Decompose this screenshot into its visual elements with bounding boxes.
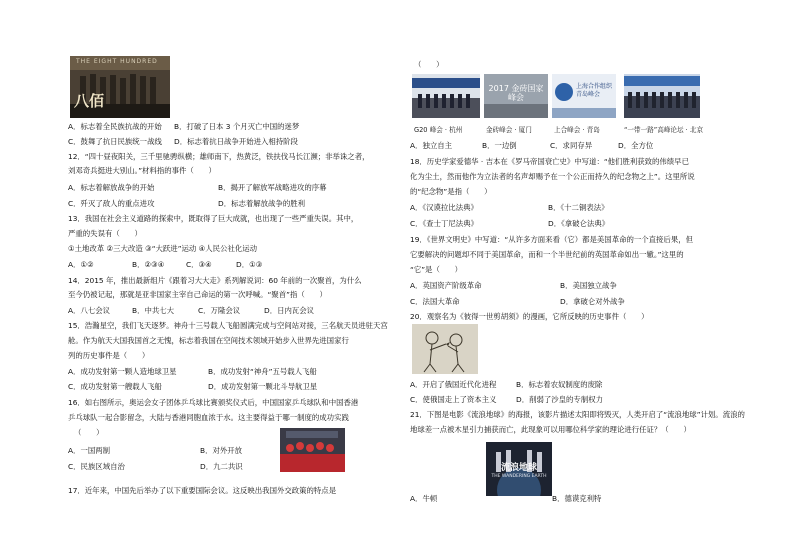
q14-option-c[interactable]: C．万隆会议 xyxy=(198,306,241,315)
q16-stem-line1: 16．如右图所示，奥运会女子团体乒乓球比赛颁奖仪式后，中国国家乒乓球队和中国香港 xyxy=(68,398,359,407)
q15-option-b[interactable]: B．成功发射“神舟”五号载人飞船 xyxy=(208,367,317,376)
q16-option-b[interactable]: B．对外开放 xyxy=(200,446,243,455)
q18-option-a[interactable]: A．《汉谟拉比法典》 xyxy=(410,203,478,212)
q18-option-c[interactable]: C．《查士丁尼法典》 xyxy=(410,219,478,228)
q15-stem-line3: 列的历史事件是（ ） xyxy=(68,351,150,360)
q17-option-c[interactable]: C．求同存异 xyxy=(550,141,593,150)
q17-answer-paren: （ ） xyxy=(414,60,444,69)
g20-summit-photo xyxy=(412,74,480,118)
q13-option-a[interactable]: A．①② xyxy=(68,260,94,269)
q15-option-c[interactable]: C．成功发射第一艘载人飞船 xyxy=(68,382,162,391)
table-tennis-team-photo xyxy=(280,428,345,472)
q20-option-b[interactable]: B．标志着农奴制度的废除 xyxy=(516,380,603,389)
q17-option-d[interactable]: D．全方位 xyxy=(618,141,654,150)
belt-road-forum-photo xyxy=(624,74,700,118)
q14-stem-line2: 至今仍被记起，那就是亚非国家主宰自己命运的第一次呼喊。“聚首”指（ ） xyxy=(68,290,327,299)
q20-option-a[interactable]: A．开启了俄国近代化进程 xyxy=(410,380,497,389)
q16-option-a[interactable]: A．一国两制 xyxy=(68,446,111,455)
q13-option-c[interactable]: C．③④ xyxy=(186,260,212,269)
brics-summit-photo xyxy=(484,74,548,118)
left-column xyxy=(68,0,413,560)
q18-stem-line2: 化为尘土，然而他作为立法者的名声却赐予在一个公正而持久的纪念物之上”。这里所说 xyxy=(410,172,695,181)
q12-option-b[interactable]: B．揭开了解放军战略进攻的序幕 xyxy=(218,183,327,192)
q15-stem-line2: 舱。作为航天大国我国首之无愧，标志着我国在空间技术领域开始步入世界先进国家行 xyxy=(68,336,349,345)
poster-english-title: THE WANDERING EARTH xyxy=(491,474,547,479)
brics-summit-text: 2017 金砖国家峰会 xyxy=(488,84,544,102)
eight-hundred-movie-poster xyxy=(70,56,170,118)
caption-sco: 上合峰会 · 青岛 xyxy=(554,126,600,134)
q18-option-b[interactable]: B．《十二铜表法》 xyxy=(548,203,609,212)
q12-stem-line1: 12．“四十昼夜阳关，三千里驰骋纵横；雄师南下，热黄泛，铁扶伐马长江濒；非举诛之者， xyxy=(68,152,370,161)
q14-option-b[interactable]: B．中共七大 xyxy=(132,306,175,315)
q15-stem-line1: 15．浩瀚星空，我们飞天逐梦。神舟十三号载人飞船圆满完成与空间站对接，三名航天员进驻天宫 xyxy=(68,321,388,330)
q20-option-d[interactable]: D．削弱了沙皇的专制权力 xyxy=(516,395,603,404)
wandering-earth-poster xyxy=(486,442,552,496)
q20-stem-line1: 20．观察名为《彼得一世剪胡须》的漫画，它所反映的历史事件（ ） xyxy=(410,312,649,321)
q19-stem-line2: 它要解决的问题却不同于美国革命，而和一个半世纪前的英国革命如出一辙。”这里的 xyxy=(410,250,684,259)
q13-option-b[interactable]: B．②③④ xyxy=(132,260,165,269)
right-column xyxy=(410,0,755,560)
q11-option-b[interactable]: B．打破了日本 3 个月灭亡中国的迷梦 xyxy=(174,122,300,131)
sco-summit-text: 上海合作组织 青岛峰会 xyxy=(576,83,613,98)
q12-option-a[interactable]: A．标志着解放战争的开始 xyxy=(68,183,155,192)
q19-stem-line3: “它”是（ ） xyxy=(410,265,463,274)
poster-title: 流浪地球 xyxy=(500,463,537,473)
q21-option-a[interactable]: A．牛顿 xyxy=(410,494,438,503)
caption-g20: G20 峰会 · 杭州 xyxy=(414,126,463,134)
q12-stem-line2: 刘邓奇兵挺进大别山。”材料指的事件（ ） xyxy=(68,166,216,175)
q17-option-b[interactable]: B．一边倒 xyxy=(482,141,517,150)
q19-option-c[interactable]: C．法国大革命 xyxy=(410,297,460,306)
q20-option-c[interactable]: C．使俄国走上了资本主义 xyxy=(410,395,497,404)
q13-option-d[interactable]: D．①③ xyxy=(236,260,263,269)
q13-items: ①土地改革 ②三大改造 ③“大跃进”运动 ④人民公社化运动 xyxy=(68,244,258,253)
q16-stem-line3: （ ） xyxy=(74,428,104,437)
q13-stem-line1: 13．我国在社会主义道路的探索中，既取得了巨大成就，也出现了一些严重失误。其中， xyxy=(68,214,359,223)
q19-option-b[interactable]: B．美国独立战争 xyxy=(560,281,617,290)
q16-stem-line2: 乒乓球队一起合影留念，大陆与香港同胞血浓于水。这主要得益于哪一制度的成功实践 xyxy=(68,413,349,422)
q19-option-d[interactable]: D．拿破仑对外战争 xyxy=(560,297,625,306)
q16-option-c[interactable]: C．民族区域自治 xyxy=(68,462,125,471)
q15-option-d[interactable]: D．成功发射第一颗北斗导航卫星 xyxy=(208,382,318,391)
q14-option-d[interactable]: D．日内瓦会议 xyxy=(264,306,315,315)
q19-option-a[interactable]: A．英国资产阶级革命 xyxy=(410,281,482,290)
q18-stem-line3: 的“纪念物”是指（ ） xyxy=(410,187,492,196)
q21-stem-line2: 地球差一点被木星引力捕获而亡，此现象可以用哪位科学家的理论进行任证？（ ） xyxy=(410,425,691,434)
caption-belt-road: “一带一路”高峰论坛 · 北京 xyxy=(624,126,704,134)
sco-summit-photo xyxy=(552,74,616,118)
q21-stem-line1: 21．下图是电影《流浪地球》的海报，该影片描述太阳即将毁灭，人类开启了“流浪地球”计划。流浪的 xyxy=(410,410,745,419)
q17-stem-line1: 17．近年来，中国先后举办了以下重要国际会议。这反映出我国外交政策的特点是 xyxy=(68,486,337,495)
q21-option-b[interactable]: B．德谟克利特 xyxy=(552,494,602,503)
q11-option-d[interactable]: D．标志着抗日战争开始进入相持阶段 xyxy=(174,137,298,146)
q11-option-c[interactable]: C．鼓舞了抗日民族统一战线 xyxy=(68,137,162,146)
movie-banner-text: THE EIGHT HUNDRED xyxy=(76,58,158,65)
caption-brics: 金砖峰会 · 厦门 xyxy=(486,126,532,134)
q12-option-c[interactable]: C．歼灭了敌人的重点进攻 xyxy=(68,199,155,208)
q18-option-d[interactable]: D．《拿破仑法典》 xyxy=(548,219,610,228)
q14-option-a[interactable]: A．八七会议 xyxy=(68,306,111,315)
q16-option-d[interactable]: D．九二共识 xyxy=(200,462,243,471)
q18-stem-line1: 18．历史学家爱德华 · 吉本在《罗马帝国衰亡史》中写道：“他们胜利获致的伟绩早已 xyxy=(410,157,689,166)
peter-beard-cartoon xyxy=(412,324,478,374)
q19-stem-line1: 19．《世界文明史》中写道：“从许多方面来看（它）都是美国革命的一个直接后果，但 xyxy=(410,235,693,244)
q11-option-a[interactable]: A．标志着全民族抗战的开始 xyxy=(68,122,162,131)
q13-stem-line2: 严重的失误有（ ） xyxy=(68,229,142,238)
movie-title-text: 八佰 xyxy=(74,92,105,110)
q12-option-d[interactable]: D．标志着解放战争的胜利 xyxy=(218,199,305,208)
q14-stem-line1: 14．2015 年，推出最新组片《跟着习大大走》系列解说词：60 年前的一次聚首，为什么 xyxy=(68,276,362,285)
q17-option-a[interactable]: A．独立自主 xyxy=(410,141,453,150)
q15-option-a[interactable]: A．成功发射第一颗人造地球卫星 xyxy=(68,367,177,376)
